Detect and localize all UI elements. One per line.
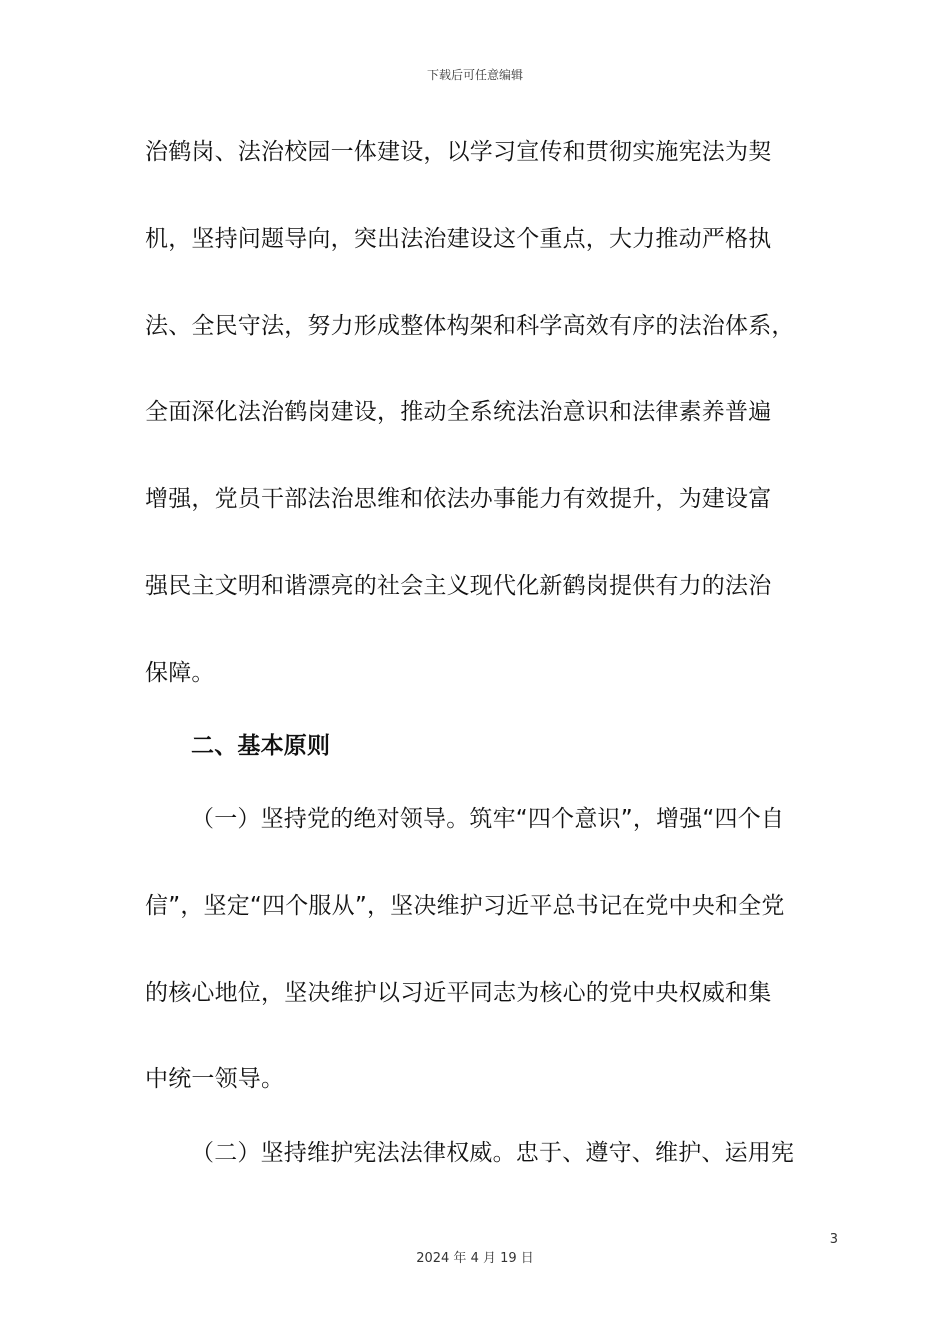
- paragraph-line: 中统一领导。: [145, 1066, 285, 1092]
- paragraph-line: 法、全民守法，努力形成整体构架和科学高效有序的法治体系，: [145, 313, 795, 339]
- paragraph-line: 治鹤岗、法治校园一体建设，以学习宣传和贯彻实施宪法为契: [145, 139, 772, 165]
- paragraph-line: 强民主文明和谐漂亮的社会主义现代化新鹤岗提供有力的法治: [145, 573, 772, 599]
- page-header: 下载后可任意编辑: [426, 68, 523, 82]
- page-number: 3: [829, 1232, 838, 1247]
- paragraph-line: （二）坚持维护宪法法律权威。忠于、遵守、维护、运用宪: [191, 1140, 795, 1166]
- section-heading: 二、基本原则: [191, 733, 331, 759]
- paragraph-line: 的核心地位，坚决维护以习近平同志为核心的党中央权威和集: [145, 980, 772, 1006]
- paragraph-line: 增强，党员干部法治思维和依法办事能力有效提升，为建设富: [145, 486, 772, 512]
- paragraph-line: 保障。: [145, 660, 215, 686]
- paragraph-line: 信”，坚定“四个服从”，坚决维护习近平总书记在党中央和全党: [145, 893, 785, 919]
- page-footer-date: 2024 年 4 月 19 日: [416, 1251, 534, 1266]
- paragraph-line: 全面深化法治鹤岗建设，推动全系统法治意识和法律素养普遍: [145, 399, 772, 425]
- paragraph-line: 机，坚持问题导向，突出法治建设这个重点，大力推动严格执: [145, 226, 772, 252]
- paragraph-line: （一）坚持党的绝对领导。筑牢“四个意识”，增强“四个自: [191, 806, 785, 832]
